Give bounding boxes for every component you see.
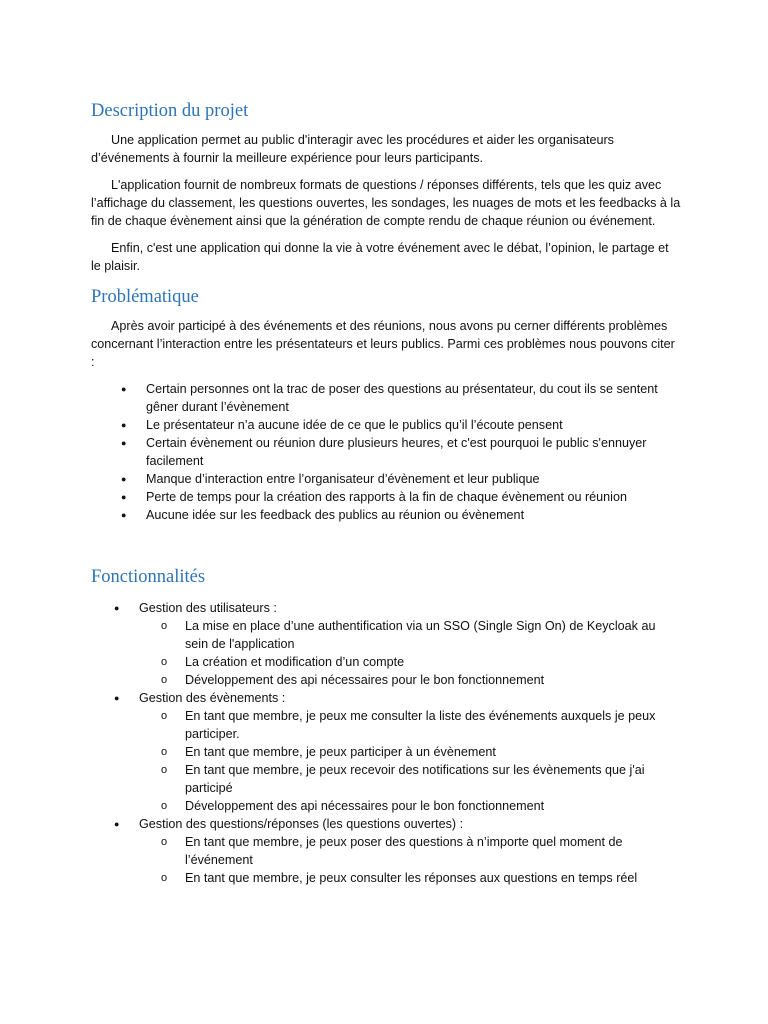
feature-item: o En tant que membre, je peux recevoir des notifications sur les évènements que j'ai participé: [139, 761, 681, 797]
feature-list: [91, 599, 681, 887]
feature-sublist: [139, 707, 681, 815]
feature-item: o En tant que membre, je peux participer à un évènement: [139, 743, 681, 761]
section-problematique: [91, 284, 681, 524]
description-paragraph-1: Une application permet au public d'interagir avec les procédures et aider les organisateurs d’événements à fournir la meilleure expérience pour leurs participants.: [91, 133, 614, 165]
problem-item: ● Le présentateur n’a aucune idée de ce que le publics qu’il l’écoute pensent: [91, 416, 681, 434]
problem-item: ● Certain évènement ou réunion dure plusieurs heures, et c'est pourquoi le public s'ennuyer facilement: [91, 434, 681, 470]
feature-item: o La mise en place d’une authentification via un SSO (Single Sign On) de Keycloak au sein de l'application: [139, 617, 681, 653]
heading-problematique: Problématique: [91, 287, 199, 307]
feature-group-evenements: [91, 689, 681, 815]
feature-group-label: Gestion des questions/réponses (les questions ouvertes) :: [139, 817, 464, 831]
feature-group-label: Gestion des évènements :: [139, 691, 286, 705]
feature-sublist: [139, 833, 681, 887]
document-content: [91, 98, 681, 887]
problematique-intro: Après avoir participé à des événements et des réunions, nous avons pu cerner différents problèmes concernant l’interaction entre les présentateurs et leurs publics. Parmi ces problèmes nous pouvons citer :: [91, 319, 675, 369]
problem-item: ● Perte de temps pour la création des rapports à la fin de chaque évènement ou réunion: [91, 488, 681, 506]
problem-item: ● Aucune idée sur les feedback des publics au réunion ou évènement: [91, 506, 681, 524]
problem-list: [91, 380, 681, 524]
feature-item: o En tant que membre, je peux poser des questions à n’importe quel moment de l’événement: [139, 833, 681, 869]
section-description: [91, 98, 681, 275]
feature-group-questions: [91, 815, 681, 887]
description-paragraph-3: Enfin, c'est une application qui donne la vie à votre événement avec le débat, l’opinion, le partage et le plaisir.: [91, 241, 669, 273]
feature-sublist: [139, 617, 681, 689]
problem-item: ● Certain personnes ont la trac de poser des questions au présentateur, du cout ils se sentent gêner durant l’évènement: [91, 380, 681, 416]
description-paragraph-2: L'application fournit de nombreux formats de questions / réponses différents, tels que les quiz avec l’affichage du classement, les questions ouvertes, les sondages, les nuages de mots et les feedbacks à la fin de chaque évènement ainsi que la génération de compte rendu de chaque réunion ou événement.: [91, 178, 681, 228]
feature-item: o Développement des api nécessaires pour le bon fonctionnement: [139, 797, 681, 815]
feature-item: o En tant que membre, je peux consulter les réponses aux questions en temps réel: [139, 869, 681, 887]
feature-group-utilisateurs: [91, 599, 681, 689]
feature-item: o Développement des api nécessaires pour le bon fonctionnement: [139, 671, 681, 689]
problem-item: ● Manque d’interaction entre l’organisateur d’évènement et leur publique: [91, 470, 681, 488]
heading-fonctionnalites: Fonctionnalités: [91, 567, 206, 587]
heading-description: Description du projet: [91, 101, 249, 121]
section-fonctionnalites: [91, 564, 681, 887]
feature-item: o En tant que membre, je peux me consulter la liste des événements auxquels je peux participer.: [139, 707, 681, 743]
feature-item: o La création et modification d’un compte: [139, 653, 681, 671]
feature-group-label: Gestion des utilisateurs :: [139, 601, 277, 615]
